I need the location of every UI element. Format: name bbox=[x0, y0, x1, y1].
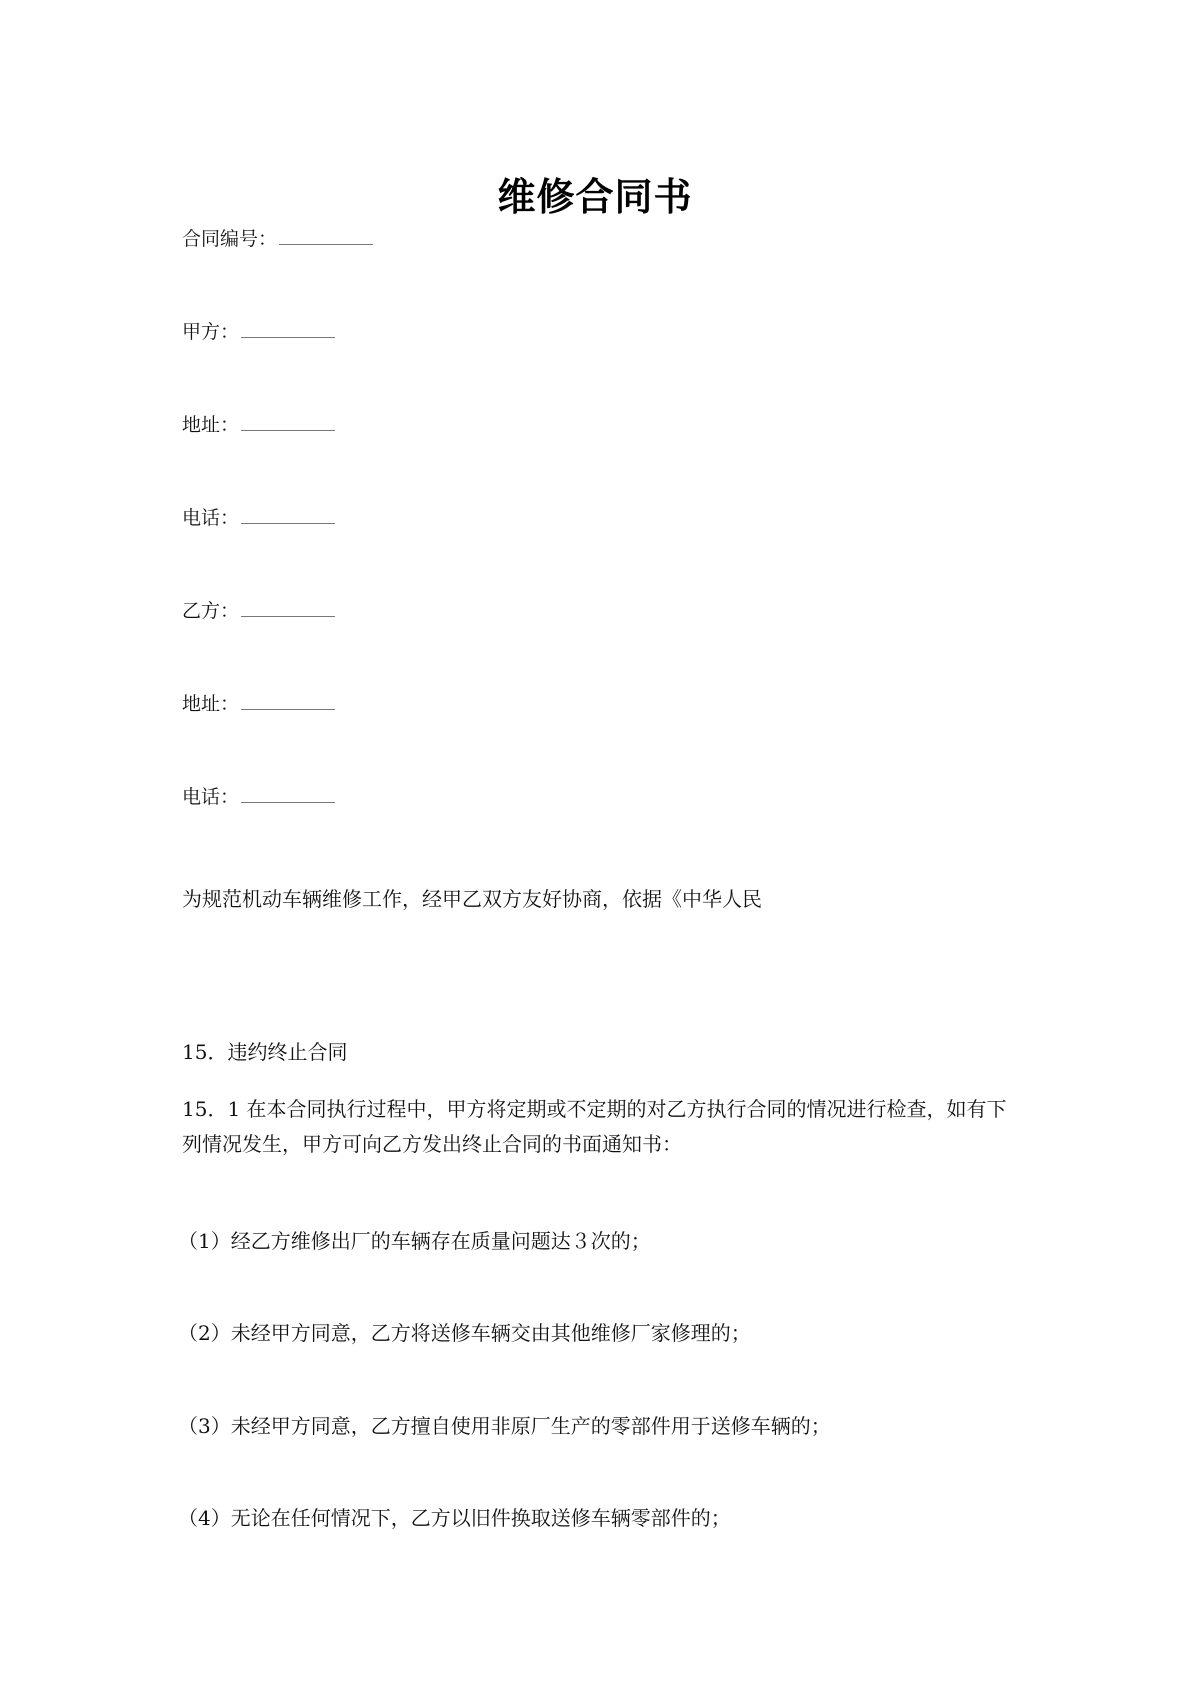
blank-line bbox=[279, 226, 373, 245]
field-party-b-address bbox=[182, 691, 335, 716]
field-label: 乙方： bbox=[182, 600, 240, 622]
field-party-a bbox=[182, 319, 335, 344]
document-title: 维修合同书 bbox=[497, 175, 693, 219]
blank-line bbox=[241, 412, 335, 431]
list-item: （4）无论在任何情况下，乙方以旧件换取送修车辆零部件的； bbox=[178, 1506, 731, 1530]
blank-line bbox=[241, 691, 335, 710]
field-label: 电话： bbox=[182, 786, 240, 808]
field-label: 地址： bbox=[182, 693, 240, 715]
intro-paragraph: 为规范机动车辆维修工作，经甲乙双方友好协商，依据《中华人民 bbox=[182, 887, 762, 911]
list-item: （2）未经甲方同意，乙方将送修车辆交由其他维修厂家修理的； bbox=[178, 1321, 751, 1345]
field-party-a-address bbox=[182, 412, 335, 437]
blank-line bbox=[241, 598, 335, 617]
list-item: （1）经乙方维修出厂的车辆存在质量问题达３次的； bbox=[178, 1229, 651, 1253]
field-label: 地址： bbox=[182, 414, 240, 436]
field-label: 合同编号： bbox=[182, 228, 278, 250]
field-label: 电话： bbox=[182, 507, 240, 529]
field-party-b-phone bbox=[182, 784, 335, 809]
section-heading: 15．违约终止合同 bbox=[182, 1040, 348, 1064]
blank-line bbox=[241, 505, 335, 524]
blank-line bbox=[241, 784, 335, 803]
field-party-a-phone bbox=[182, 505, 335, 530]
clause-15-1: 15．1 在本合同执行过程中，甲方将定期或不定期的对乙方执行合同的情况进行检查，如有下列情况发生，甲方可向乙方发出终止合同的书面通知书： bbox=[182, 1097, 1007, 1156]
field-party-b bbox=[182, 598, 335, 623]
field-label: 甲方： bbox=[182, 321, 240, 343]
field-contract-number bbox=[182, 226, 373, 251]
list-item: （3）未经甲方同意，乙方擅自使用非原厂生产的零部件用于送修车辆的； bbox=[178, 1414, 831, 1438]
blank-line bbox=[241, 319, 335, 338]
